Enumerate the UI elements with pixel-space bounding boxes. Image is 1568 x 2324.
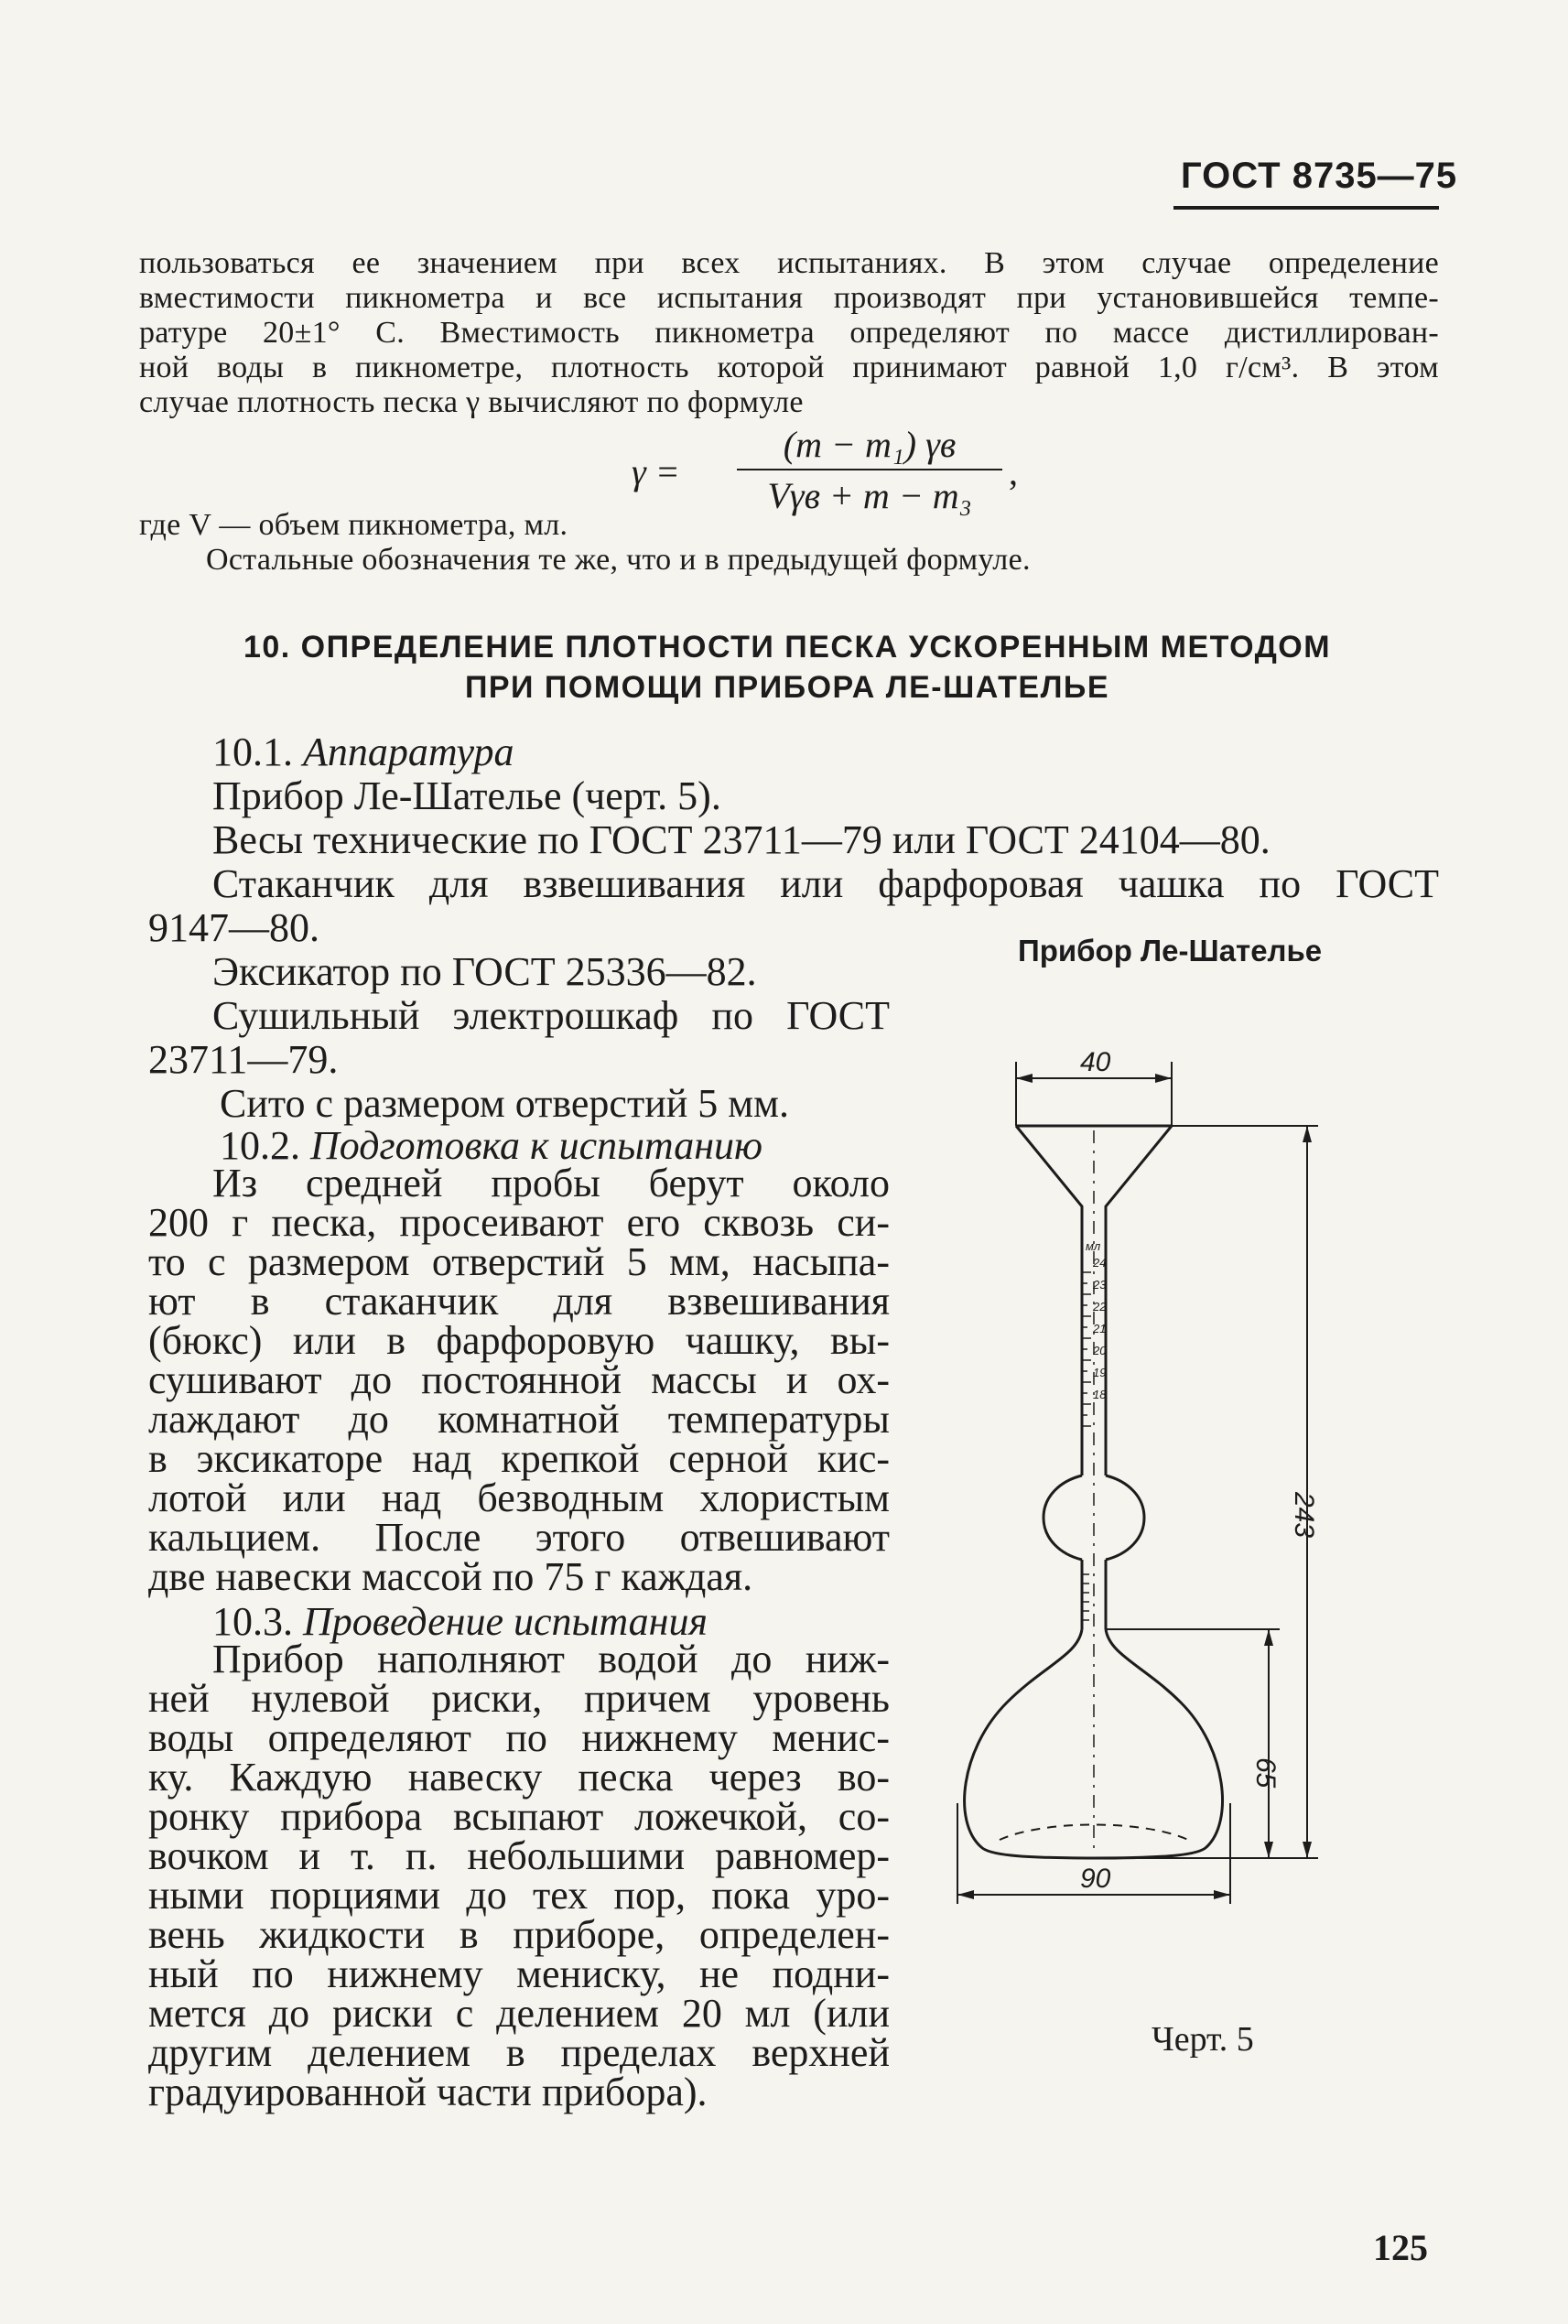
vessel-right-wall: [1094, 1629, 1223, 1858]
intro-line: пользоваться ее значением при всех испытаниях. В этом случае определение: [139, 246, 1439, 280]
paragraph-line: ют в стаканчик для взвешивания: [148, 1279, 890, 1324]
figure-caption: Прибор Ле-Шателье: [1018, 934, 1323, 967]
paragraph-line: лаждают до комнатной температуры: [148, 1397, 890, 1442]
section-title: 10. ОПРЕДЕЛЕНИЕ ПЛОТНОСТИ ПЕСКА УСКОРЕННЫМ МЕТОДОМ: [243, 630, 1332, 665]
document-code: ГОСТ 8735—75: [1181, 156, 1458, 196]
equipment-item: 9147—80.: [148, 905, 319, 950]
scale-label: 18: [1093, 1388, 1107, 1401]
paragraph-line: вочком и т. п. небольшими равномер-: [148, 1833, 890, 1878]
scale-unit-label: мл: [1086, 1239, 1101, 1253]
dim-label-top: 40: [1080, 1047, 1111, 1077]
scale-label: 23: [1093, 1278, 1107, 1292]
subsection-title: Аппаратура: [303, 730, 514, 774]
subsection-title: Подготовка к испытанию: [310, 1123, 763, 1168]
density-formula: [622, 423, 1018, 524]
paragraph-line: градуированной части прибора).: [148, 2070, 708, 2114]
equipment-item: Эксикатор по ГОСТ 25336—82.: [212, 949, 757, 994]
formula-lhs: γ =: [632, 451, 680, 492]
figure-label: Черт. 5: [1152, 2020, 1254, 2059]
page-number: 125: [1373, 2227, 1428, 2268]
paragraph-line: воды определяют по нижнему менис-: [148, 1715, 890, 1760]
paragraph-line: вень жидкости в приборе, определен-: [148, 1912, 890, 1957]
paragraph-line: ными порциями до тех пор, пока уро-: [148, 1873, 890, 1918]
paragraph-line: две навески массой по 75 г каждая.: [148, 1554, 753, 1599]
section-title: ПРИ ПОМОЩИ ПРИБОРА ЛЕ-ШАТЕЛЬЕ: [464, 670, 1110, 705]
paragraph-line: другим делением в пределах верхней: [148, 2030, 890, 2075]
formula-denominator: Vγв + m − m₃: [767, 475, 972, 516]
subsection-number: 10.2.: [220, 1123, 300, 1168]
subsection-number: 10.3.: [212, 1599, 293, 1644]
header-rule: [1173, 206, 1439, 210]
scale-label: 22: [1093, 1300, 1107, 1313]
equipment-item: 23711—79.: [148, 1037, 339, 1082]
paragraph-line: мется до риски с делением 20 мл (или: [148, 1991, 890, 2036]
equipment-item: Стаканчик для взвешивания или фарфоровая чашка по ГОСТ: [212, 861, 1439, 906]
formula-comma: ,: [1009, 451, 1018, 492]
formula-numerator: (m − m₁) γв: [783, 424, 957, 465]
paragraph-line: в эксикаторе над крепкой серной кис-: [148, 1436, 890, 1481]
formula-fraction-bar: [737, 469, 1002, 470]
scale-label: 24: [1093, 1256, 1107, 1270]
paragraph-line: Из средней пробы берут около: [212, 1161, 890, 1205]
dim-label-bottom: 90: [1080, 1864, 1111, 1894]
paragraph-line: Прибор наполняют водой до ниж-: [212, 1637, 890, 1681]
intro-line: вместимости пикнометра и все испытания производят при установившейся темпе-: [139, 281, 1439, 315]
subsection-number: 10.1.: [212, 730, 293, 774]
equipment-item: Прибор Ле-Шателье (черт. 5).: [212, 773, 721, 818]
paragraph-line: лотой или над безводным хлористым: [148, 1475, 890, 1520]
dim-label-bulb: 65: [1250, 1757, 1281, 1789]
paragraph-line: то с размером отверстий 5 мм, насыпа-: [148, 1239, 890, 1284]
paragraph-line: ный по нижнему мениску, не подни-: [148, 1951, 890, 1996]
subsection-10-1: [212, 730, 514, 774]
scale-label: 21: [1093, 1322, 1107, 1335]
paragraph-line: сушивают до постоянной массы и ох-: [148, 1357, 890, 1402]
paragraph-line: кальцием. После этого отвешивают: [148, 1515, 890, 1560]
vessel-left-wall: [965, 1629, 1094, 1858]
le-chatelier-flask-drawing: [952, 1043, 1391, 1959]
rest-line: Остальные обозначения те же, что и в предыдущей формуле.: [206, 543, 1031, 577]
scale-label: 20: [1093, 1344, 1107, 1357]
paragraph-line: 200 г песка, просеивают его сквозь си-: [148, 1200, 890, 1245]
paragraph-line: ронку прибора всыпают ложечкой, со-: [148, 1794, 890, 1839]
intro-line: случае плотность песка γ вычисляют по формуле: [139, 385, 804, 419]
equipment-item: Весы технические по ГОСТ 23711—79 или ГОСТ 24104—80.: [212, 817, 1271, 862]
paragraph-line: (бюкс) или в фарфоровую чашку, вы-: [148, 1318, 890, 1363]
equipment-item: Сушильный электрошкаф по ГОСТ: [212, 993, 890, 1038]
intro-line: ной воды в пикнометре, плотность которой принимают равной 1,0 г/см³. В этом: [139, 351, 1439, 384]
scale-label: 19: [1093, 1366, 1107, 1379]
intro-line: ратуре 20±1° С. Вместимость пикнометра определяют по массе дистиллирован-: [139, 316, 1439, 350]
where-line: где V — объем пикнометра, мл.: [139, 508, 568, 542]
paragraph-line: ней нулевой риски, причем уровень: [148, 1676, 890, 1721]
equipment-item: Сито с размером отверстий 5 мм.: [220, 1081, 789, 1126]
dim-label-height: 243: [1289, 1492, 1319, 1539]
paragraph-line: ку. Каждую навеску песка через во-: [148, 1755, 890, 1800]
subsection-title: Проведение испытания: [303, 1599, 708, 1644]
